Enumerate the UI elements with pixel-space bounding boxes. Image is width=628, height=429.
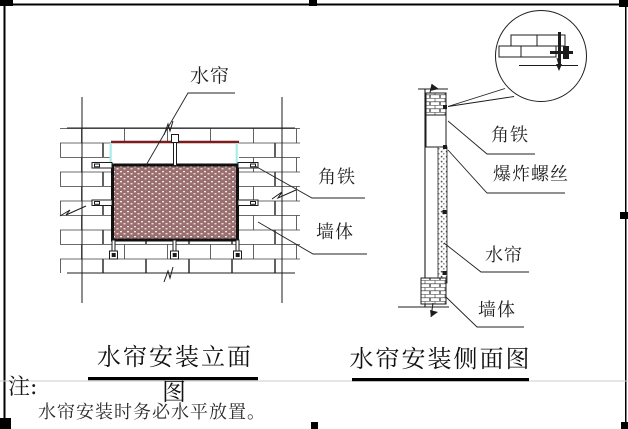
registration-mark	[620, 212, 628, 219]
registration-mark	[0, 418, 11, 429]
water-curtain-panel	[113, 165, 238, 240]
caption-elevation-view: 水帘安装立面图	[97, 343, 253, 406]
caption-side-view: 水帘安装侧面图	[349, 345, 532, 373]
leader-lines-side	[444, 121, 565, 327]
wall-bottom-section	[421, 278, 446, 304]
label-angle-iron-elevation: 角铁	[318, 167, 356, 188]
bottom-break-flag	[430, 303, 438, 317]
label-water-curtain-elevation: 水帘	[190, 65, 231, 87]
note-text: 水帘安装时务必水平放置。	[38, 402, 266, 423]
water-curtain-side	[438, 147, 447, 283]
label-angle-iron-side: 角铁	[491, 125, 529, 146]
label-wall-elevation: 墙体	[316, 222, 354, 243]
note-prefix: 注:	[8, 375, 38, 400]
angle-iron-side	[426, 115, 446, 147]
label-water-curtain-side: 水帘	[485, 245, 523, 266]
elevation-view	[60, 93, 367, 303]
label-expansion-bolt-side: 爆炸螺丝	[493, 164, 569, 185]
detail-balloon	[448, 11, 587, 107]
registration-mark	[0, 0, 13, 6]
registration-mark	[619, 0, 628, 7]
balloon-brick-detail	[499, 32, 578, 71]
registration-mark	[311, 422, 318, 429]
registration-mark	[621, 422, 628, 429]
label-wall-side: 墙体	[478, 300, 516, 321]
registration-mark	[309, 0, 317, 6]
wall-top-section	[426, 93, 446, 115]
caption-underline-side	[352, 378, 529, 381]
